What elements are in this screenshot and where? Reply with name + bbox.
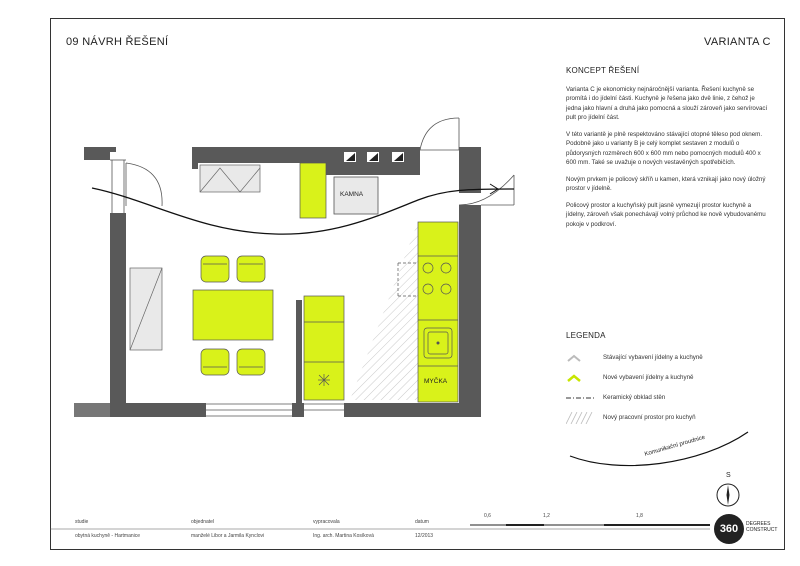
concept-panel — [566, 66, 771, 236]
scale-bar — [470, 519, 710, 531]
sink-drain — [437, 342, 440, 345]
dishwasher-label: MYČKA — [424, 378, 448, 385]
new-chevron-icon — [566, 372, 596, 384]
concept-paragraph-3: Novým prvkem je policový skříň u kamen, která vznikají jako nový úložný prostor v jídelně. — [566, 175, 766, 192]
datum-label: datum — [415, 519, 429, 525]
window-top-left — [110, 160, 126, 213]
vypracovala-label: vypracovala — [313, 519, 340, 525]
new-work-area-hatch — [350, 222, 418, 400]
logo-text — [746, 521, 777, 533]
dash-dot-line-icon — [566, 392, 596, 404]
hatch-icon — [566, 412, 596, 424]
studie-value: obytná kuchyně - Hartmanice — [75, 533, 141, 539]
scale-label-1: 0,6 — [484, 513, 491, 519]
logo-line-2: CONSTRUCT — [746, 527, 778, 533]
north-arrow-icon — [715, 482, 741, 508]
stove-label: KAMNA — [340, 191, 364, 198]
concept-title: KONCEPT ŘEŠENÍ — [566, 66, 640, 75]
floor-plan — [50, 60, 550, 480]
objednatel-label: objednatel — [191, 519, 215, 525]
north-label: S — [726, 472, 731, 479]
datum-value: 12/2013 — [415, 533, 434, 539]
concept-paragraph-4: Policový prostor a kuchyňský pult jasně vymezují prostor kuchyně a jídelny, zároveň však ponechávají volný průchod ke nově vybudovanému pokoje v podkroví. — [566, 201, 766, 228]
window-bottom — [206, 404, 344, 416]
scale-label-3: 1,8 — [636, 513, 643, 519]
concept-paragraph-2: V této variantě je plně respektováno stávající otopné těleso pod oknem. Podobně jako u varianty B je celý komplet sestaven z modulů o půdorysných rozměrech 600 x 600 mm nebo pomocných modulů 400 x 600 mm. Také se uvažuje o nových vestavěných spotřebičích. — [566, 130, 763, 166]
concept-paragraph-1: Varianta C je ekonomicky nejnáročnější varianta. Řešení kuchyně se promítá i do jídelní části. Kuchyně je řešena jako dvě linie, z čehož je jedna jako hlavní a druhá jako pomocná a slouží zároveň jako servírovací pult pro jídelní část. — [566, 85, 768, 121]
logo-line-1: DEGREES — [746, 521, 771, 527]
page-title: 09 NÁVRH ŘEŠENÍ — [66, 36, 169, 48]
logo-mark: 360 — [714, 514, 744, 544]
studie-label: studie — [75, 519, 89, 525]
objednatel-value: manželé Libor a Jarmila Kynclovi — [191, 533, 265, 539]
scale-label-2: 1,2 — [543, 513, 550, 519]
legend-title: LEGENDA — [566, 331, 606, 340]
vypracovala-value: Ing. arch. Martina Kosíková — [313, 533, 374, 539]
variant-title: VARIANTA C — [704, 36, 771, 48]
circulation-label: Komunikační proudnice — [644, 434, 706, 458]
existing-chevron-icon — [566, 352, 596, 364]
